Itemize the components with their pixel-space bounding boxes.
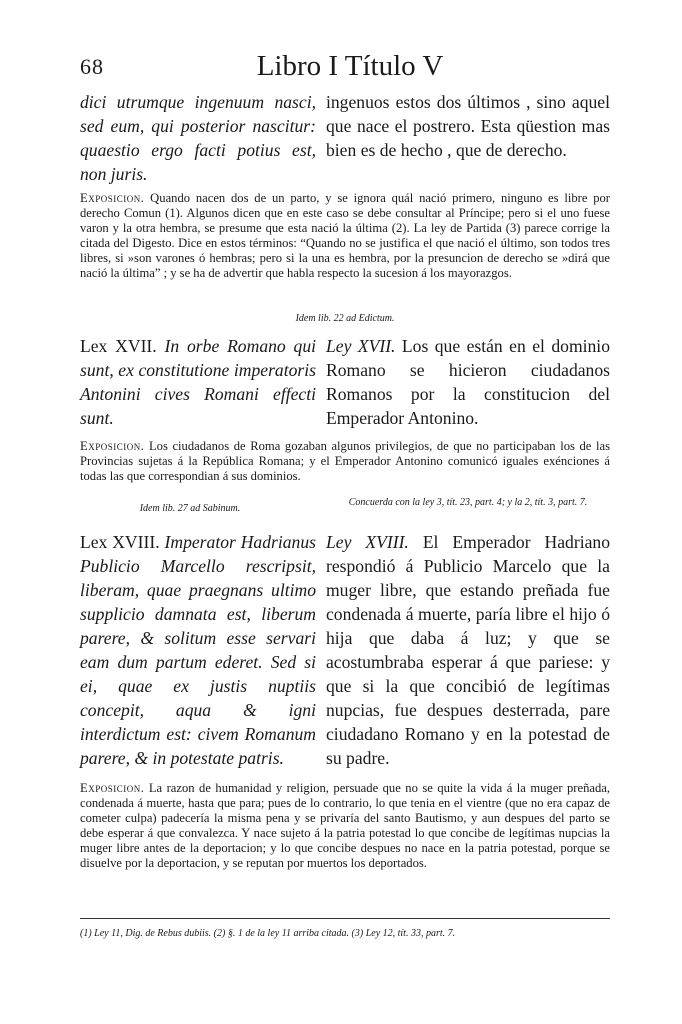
section-3-columns	[80, 530, 610, 770]
latin-text: In orbe Romano qui sunt, ex constitutione imperatoris Antonini cives Romani effecti sunt.	[80, 336, 317, 428]
source-citation: Idem lib. 22 ad Edictum.	[295, 313, 395, 324]
spanish-ley-xvii	[326, 334, 610, 430]
spanish-text: ingenuos estos dos últimos , sino aquel que nace el postrero. Esta qüestion mas bien es de hecho , que de derecho.	[326, 92, 610, 160]
running-title: Libro I Título V	[256, 50, 444, 82]
footnotes: (1) Ley 11, Dig. de Rebus dubiis. (2) §. 1 de la ley 11 arriba citada. (3) Ley 12, tít. 33, part. 7.	[80, 928, 456, 939]
latin-law-xviii	[80, 530, 316, 770]
source-citation: Idem lib. 27 ad Sabinum.	[139, 503, 241, 514]
spanish-text: El Emperador Hadriano respondió á Publicio Marcelo que la muger libre, que estando preñada fue condenada á muerte, paría libre el hijo ó hija que daba á luz; y que se acostumbraba esperar á que pariese: y que si la que concibió de legítimas nupcias, fue despues desterrada, pare ciudadano Romano y en la potestad de su padre.	[326, 532, 610, 768]
spanish-ley-xviii	[326, 530, 610, 770]
exposicion-paragraph	[80, 439, 610, 484]
latin-law-xvii	[80, 334, 316, 430]
law-number: Lex XVIII.	[80, 532, 160, 552]
spanish-text: Los que están en el dominio Romano se hicieron ciudadanos Romanos por la constitucion del Emperador Antonino.	[326, 336, 610, 428]
exposicion-text: Quando nacen dos de un parto, y se ignora quál nació primero, ninguno es libre por derecho Comun (1). Algunos dicen que en este caso se debe consultar al Príncipe; pero si el uno fuese varon y la otra hembra, se presume que esta nació la última (2). La ley de Partida (3) parece corrige la citada del Digesto. Dice en estos términos: “Quando no se justifica el que nació el último, son todos tres libres, si »son varones ó hembras; pero si la una es hembra, por la presuncion de derecho se »dirá que nació la última” ; y se ha de advertir que habla respecto la sucesion á los mayorazgos.	[80, 191, 610, 280]
latin-text: Imperator Hadrianus Publicio Marcello rescripsit, liberam, quae praegnans ultimo supplicio damnata est, liberum parere, & solitum esse servari eam dum partum ederet. Sed si ei, quae ex justis nuptiis concepit, aqua & igni interdictum est: civem Romanum parere, & in potestate patris.	[80, 532, 316, 768]
exposicion-paragraph	[80, 191, 610, 281]
section-1-columns	[80, 90, 610, 184]
law-number: Lex XVII.	[80, 336, 157, 356]
exposicion-text: La razon de humanidad y religion, persuade que no se quite la vida á la muger preñada, condenada á muerte, hasta que para; pues de lo contrario, lo que tenia en el vientre (que no era capaz de cometer culpa) padecería la misma pena y se privaría del santo Bautismo, y aun despues del parto se debe esperar á que convalezca. Y nace sujeto á la patria potestad lo que concibe de legítimas nupcias la muger libre antes de la deportacion; y lo que concibe despues no nace en la patria potestad, porque se disuelve por la deportacion, y se reputan por muertos los deportados.	[80, 781, 610, 870]
exposicion-text: Los ciudadanos de Roma gozaban algunos privilegios, de que no participaban los de las Provincias sujetas á la República Romana; y el Emperador Antonino comunicó iguales exénciones á todas las que correspondian á sus dominios.	[80, 439, 610, 483]
law-number: Ley XVIII.	[326, 532, 409, 552]
exposicion-label: Exposicion.	[80, 191, 145, 205]
exposicion-label: Exposicion.	[80, 439, 145, 453]
footnote-divider	[80, 918, 610, 919]
exposicion-label: Exposicion.	[80, 781, 145, 795]
exposicion-paragraph	[80, 781, 610, 871]
concordance-citation: Concuerda con la ley 3, tít. 23, part. 4; y la 2, tít. 3, part. 7.	[348, 497, 588, 508]
law-number: Ley XVII.	[326, 336, 396, 356]
page-number: 68	[80, 54, 104, 79]
page-header	[80, 50, 620, 86]
section-2-columns	[80, 334, 610, 428]
latin-text: dici utrumque ingenuum nasci, sed eum, qui posterior nascitur: quaestio ergo facti potius est, non juris.	[80, 92, 316, 184]
